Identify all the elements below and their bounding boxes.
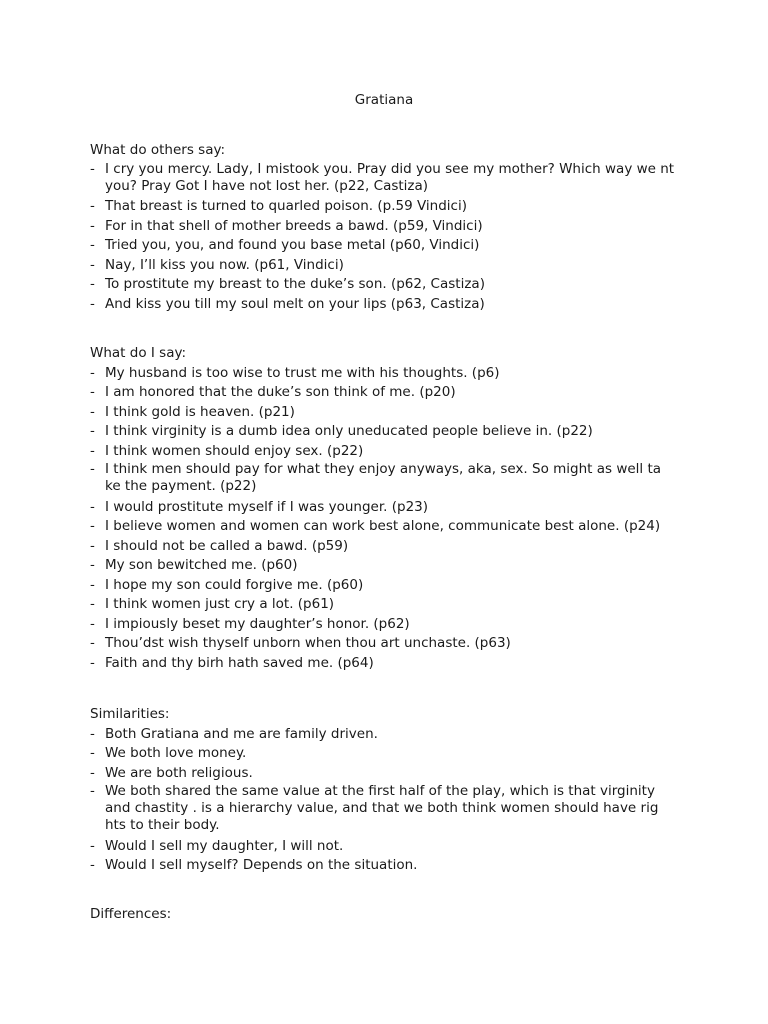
- section-similarities: [90, 705, 680, 876]
- document-title: Gratiana: [354, 92, 414, 108]
- section-i-say: [90, 344, 680, 673]
- section-heading: Differences:: [90, 906, 172, 922]
- section-heading: Similarities:: [90, 706, 170, 722]
- list-item: - I think women just cry a lot. (p61): [90, 595, 680, 615]
- bullet-list: [90, 725, 680, 876]
- list-item: - Thou’dst wish thyself unborn when thou art unchaste. (p63): [90, 634, 680, 654]
- list-item: - I think virginity is a dumb idea only uneducated people believe in. (p22): [90, 422, 680, 442]
- list-item: - My son bewitched me. (p60): [90, 556, 680, 576]
- section-heading: What do others say:: [90, 142, 226, 158]
- section-differences: [90, 905, 680, 925]
- list-item: - My husband is too wise to trust me with his thoughts. (p6): [90, 364, 680, 384]
- list-item: - We are both religious.: [90, 764, 680, 784]
- bullet-list: [90, 364, 680, 674]
- list-item: - I think women should enjoy sex. (p22): [90, 442, 680, 462]
- list-item: - We both shared the same value at the first half of the play, which is that virginity and chastity . is a hierarchy value, and that we both think women should have rig hts to their body.: [90, 783, 680, 837]
- list-item: - I impiously beset my daughter’s honor. (p62): [90, 615, 680, 635]
- list-item: - Would I sell my daughter, I will not.: [90, 837, 680, 857]
- list-item: - I think gold is heaven. (p21): [90, 403, 680, 423]
- list-item: - I would prostitute myself if I was younger. (p23): [90, 498, 680, 518]
- list-item: - I believe women and women can work best alone, communicate best alone. (p24): [90, 517, 680, 537]
- section-others-say: [90, 141, 680, 314]
- list-item: - Both Gratiana and me are family driven.: [90, 725, 680, 745]
- list-item: - To prostitute my breast to the duke’s son. (p62, Castiza): [90, 275, 680, 295]
- list-item: - I hope my son could forgive me. (p60): [90, 576, 680, 596]
- list-item: - I am honored that the duke’s son think of me. (p20): [90, 383, 680, 403]
- list-item: - For in that shell of mother breeds a bawd. (p59, Vindici): [90, 217, 680, 237]
- list-item: - Faith and thy birh hath saved me. (p64): [90, 654, 680, 674]
- list-item: - That breast is turned to quarled poison. (p.59 Vindici): [90, 197, 680, 217]
- list-item: - I cry you mercy. Lady, I mistook you. Pray did you see my mother? Which way we nt you? Pray Got I have not lost her. (p22, Castiza): [90, 161, 680, 198]
- list-item: - Would I sell myself? Depends on the situation.: [90, 856, 680, 876]
- list-item: - I think men should pay for what they enjoy anyways, aka, sex. So might as well ta ke the payment. (p22): [90, 461, 680, 498]
- list-item: - Nay, I’ll kiss you now. (p61, Vindici): [90, 256, 680, 276]
- bullet-list: [90, 161, 680, 315]
- list-item: - I should not be called a bawd. (p59): [90, 537, 680, 557]
- list-item: - Tried you, you, and found you base metal (p60, Vindici): [90, 236, 680, 256]
- section-heading: What do I say:: [90, 345, 187, 361]
- list-item: - We both love money.: [90, 744, 680, 764]
- list-item: - And kiss you till my soul melt on your lips (p63, Castiza): [90, 295, 680, 315]
